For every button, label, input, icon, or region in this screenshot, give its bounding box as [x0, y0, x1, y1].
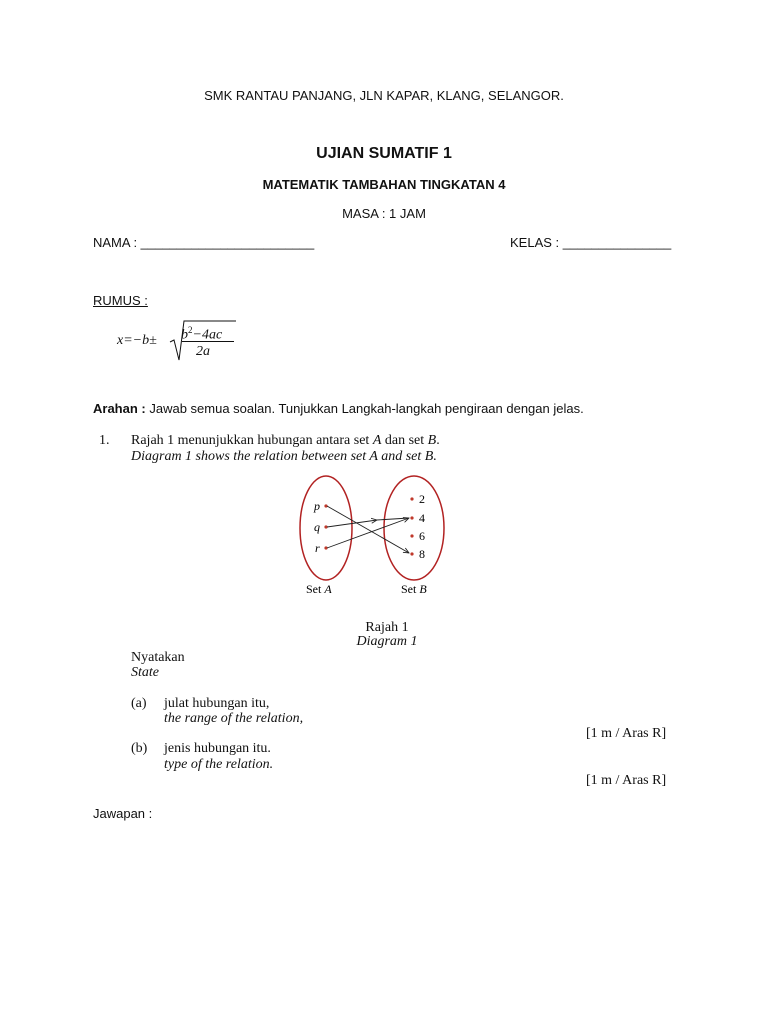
- formula-heading: RUMUS :: [93, 293, 148, 308]
- state-malay: Nyatakan: [131, 650, 185, 665]
- set-b-element-6: 6: [419, 529, 425, 543]
- question-text-english: Diagram 1 shows the relation between set A and set B.: [131, 449, 437, 464]
- set-a-caption: Set A: [306, 582, 332, 596]
- set-b-caption: Set B: [401, 582, 427, 596]
- state-english: State: [131, 665, 159, 680]
- part-b-marks: [1 m / Aras R]: [586, 773, 667, 788]
- arrow-p-to-8: [327, 506, 409, 553]
- set-b-ellipse: [384, 476, 444, 580]
- duration: MASA : 1 JAM: [342, 206, 426, 221]
- diagram-caption-english: Diagram 1: [356, 634, 418, 649]
- part-a-label: (a): [131, 696, 147, 711]
- arrow-r-to-4: [327, 518, 409, 548]
- set-a-element-q: q: [314, 520, 320, 534]
- school-name: SMK RANTAU PANJANG, JLN KAPAR, KLANG, SELANGOR.: [204, 88, 564, 103]
- part-a-marks: [1 m / Aras R]: [586, 726, 667, 741]
- part-b-label: (b): [131, 741, 148, 756]
- set-a-element-r: r: [315, 541, 320, 555]
- part-a-malay: julat hubungan itu,: [164, 696, 270, 711]
- set-b-element-2: 2: [419, 492, 425, 506]
- set-a-element-p: p: [314, 499, 320, 513]
- set-b-element-8: 8: [419, 547, 425, 561]
- formula-denominator: 2a: [196, 344, 210, 359]
- relation-diagram: [290, 470, 470, 610]
- question-number: 1.: [99, 433, 110, 448]
- formula-lhs: x=−b±: [117, 333, 157, 348]
- subject-title: MATEMATIK TAMBAHAN TINGKATAN 4: [262, 177, 506, 192]
- instructions: Arahan : Jawab semua soalan. Tunjukkan Langkah-langkah pengiraan dengan jelas.: [93, 401, 584, 416]
- part-b-malay: jenis hubungan itu.: [164, 741, 271, 756]
- part-a-english: the range of the relation,: [164, 711, 304, 726]
- part-b-english: type of the relation.: [164, 757, 274, 772]
- formula-numerator: $b^2-4ac$: [181, 325, 223, 343]
- set-b-element-4: 4: [419, 511, 425, 525]
- question-text-malay: Rajah 1 menunjukkan hubungan antara set A dan set B.: [131, 433, 440, 448]
- page-title: UJIAN SUMATIF 1: [316, 145, 452, 162]
- name-field: NAMA : ________________________: [93, 235, 315, 250]
- answer-label: Jawapan :: [93, 806, 153, 821]
- diagram-caption-malay: Rajah 1: [365, 620, 409, 635]
- class-field: KELAS : _______________: [510, 235, 672, 250]
